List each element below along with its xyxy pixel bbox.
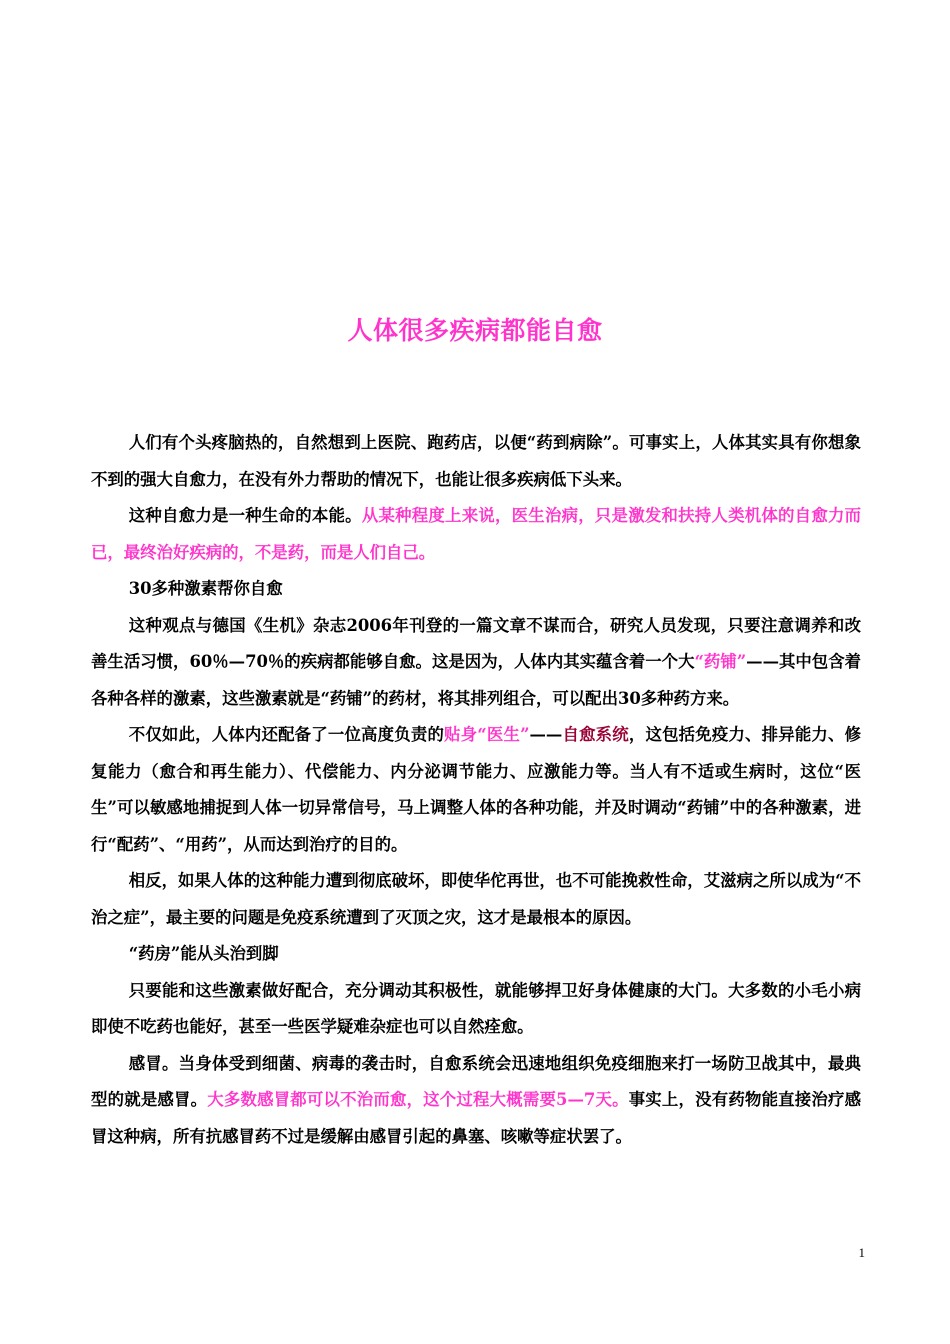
highlighted-text: 贴身“医生” bbox=[444, 725, 530, 744]
body-paragraph bbox=[91, 498, 861, 571]
body-paragraph bbox=[91, 1046, 861, 1156]
body-paragraph bbox=[91, 425, 861, 498]
text-segment: 人们有个头疼脑热的，自然想到上医院、跑药店，以便“药到病除”。可事实上，人体其实具有你想象不到的强大自愈力，在没有外力帮助的情况下，也能让很多疾病低下头来。 bbox=[91, 433, 861, 489]
text-segment: ，这包括免疫力、排异能力、修复能力（愈合和再生能力）、代偿能力、内分泌调节能力、应激能力等。当人有不适或生病时，这位“医生”可以敏感地捕捉到人体一切异常信号，马上调整人体的各种功能，并及时调动“药铺”中的各种激素，进行“配药”、“用药”，从而达到治疗的目的。 bbox=[91, 725, 862, 854]
body-paragraph bbox=[91, 717, 861, 863]
highlighted-text: “药铺” bbox=[694, 652, 747, 671]
text-segment: 只要能和这些激素做好配合，充分调动其积极性，就能够捍卫好身体健康的大门。大多数的小毛小病即使不吃药也能好，甚至一些医学疑难杂症也可以自然痊愈。 bbox=[91, 980, 861, 1036]
section-heading bbox=[91, 936, 861, 973]
text-segment: 不仅如此，人体内还配备了一位高度负责的 bbox=[128, 725, 445, 744]
page-number: 1 bbox=[858, 1245, 865, 1260]
body-paragraph bbox=[91, 973, 861, 1046]
text-segment: 相反，如果人体的这种能力遭到彻底破坏，即使华佗再世，也不可能挽救性命，艾滋病之所以成为“不治之症”，最主要的问题是免疫系统遭到了灭顶之灾，这才是最根本的原因。 bbox=[91, 871, 861, 927]
text-segment: —— bbox=[529, 725, 563, 744]
body-paragraph bbox=[91, 863, 861, 936]
highlighted-text: 大多数感冒都可以不治而愈，这个过程大概需要5—7天。 bbox=[207, 1090, 629, 1109]
text-segment: ——其中包含着各种各样的激素，这些激素就是“药铺”的药材，将其排列组合，可以配出30多种药方来。 bbox=[91, 652, 861, 708]
text-segment: 这种观点与德国《生机》杂志2006年刊登的一篇文章不谋而合，研究人员发现，只要注意调养和改善生活习惯，60％—70％的疾病都能够自愈。这是因为，人体内其实蕴含着一个大 bbox=[91, 615, 861, 671]
text-segment: 这种自愈力是一种生命的本能。 bbox=[128, 506, 362, 525]
section-heading bbox=[91, 571, 861, 608]
document-body bbox=[91, 425, 861, 1155]
document-title: 人体很多疾病都能自愈 bbox=[347, 316, 603, 345]
text-segment: 事实上，没有药物能直接治疗感冒这种病，所有抗感冒药不过是缓解由感冒引起的鼻塞、咳嗽等症状罢了。 bbox=[91, 1090, 862, 1146]
text-segment: 感冒。当身体受到细菌、病毒的袭击时，自愈系统会迅速地组织免疫细胞来打一场防卫战其中，最典型的就是感冒。 bbox=[91, 1053, 861, 1109]
body-paragraph bbox=[91, 608, 861, 718]
highlighted-text: 自愈系统 bbox=[562, 725, 629, 744]
text-segment: 30多种激素帮你自愈 bbox=[128, 579, 283, 598]
text-segment: “药房”能从头治到脚 bbox=[128, 944, 279, 963]
highlighted-text: 从某种程度上来说，医生治病，只是激发和扶持人类机体的自愈力而已，最终治好疾病的，不是药，而是人们自己。 bbox=[91, 506, 862, 562]
